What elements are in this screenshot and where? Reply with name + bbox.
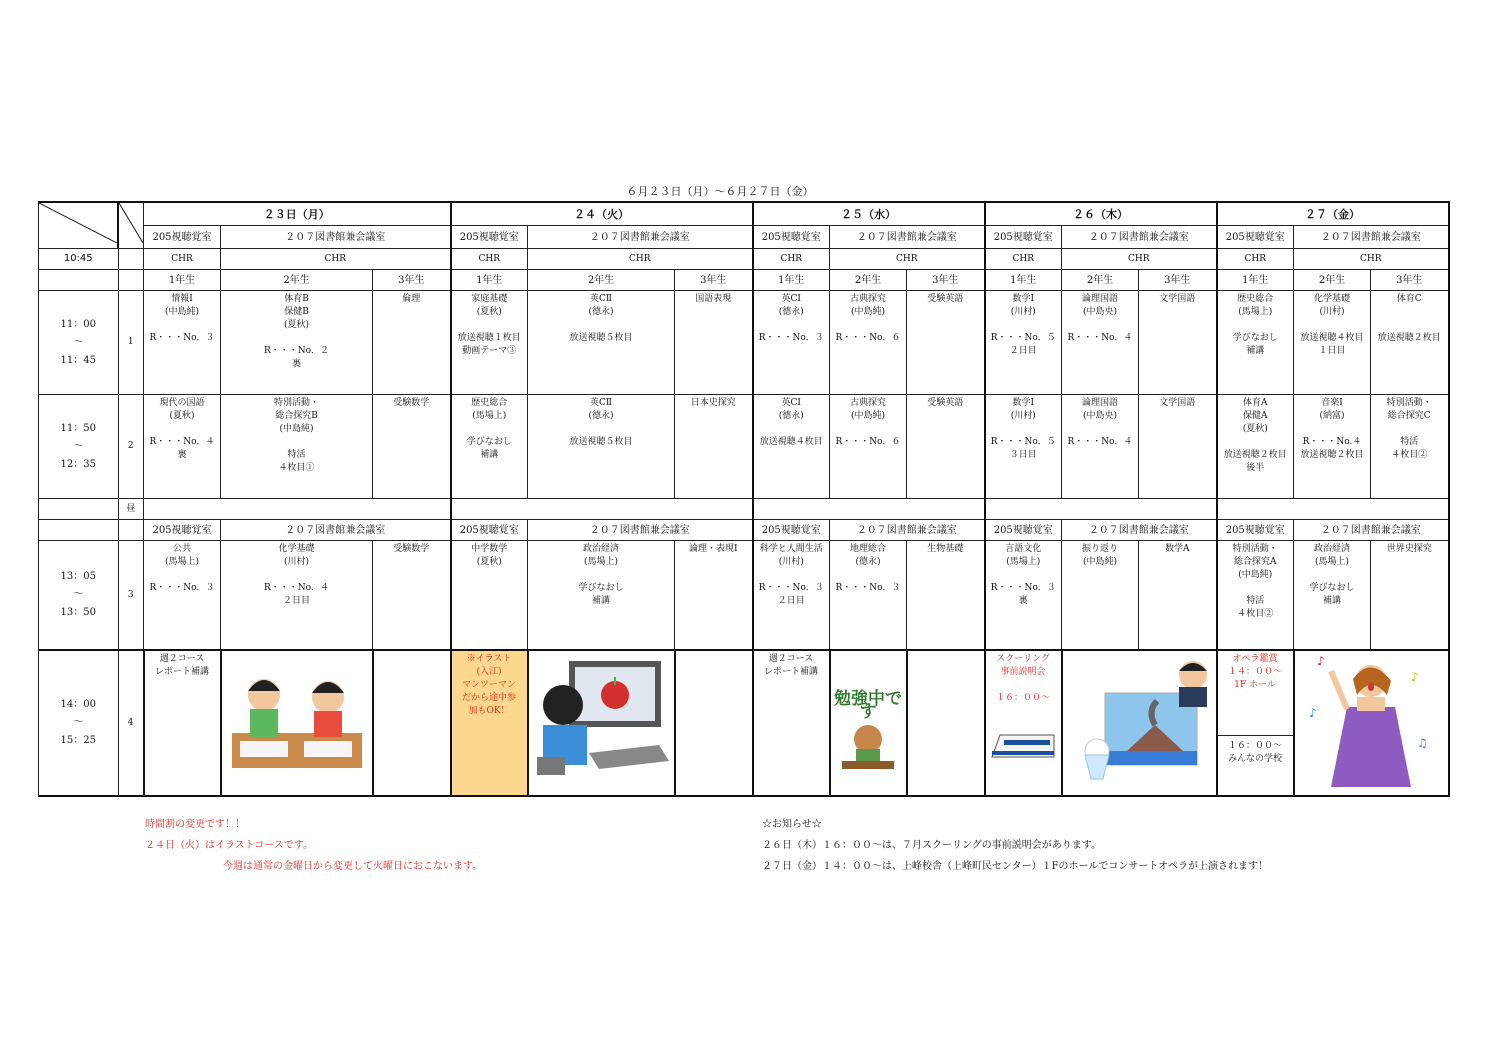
tue-illustration-cell-text: ※イラスト (入江) マンツーマン だから途中参 加もOK！	[461, 654, 516, 716]
bullet-train-icon	[990, 727, 1056, 765]
room-205: 205視聴覚室	[1217, 520, 1294, 541]
room-205: 205視聴覚室	[451, 520, 528, 541]
room-207: ２０７図書館兼会議室	[1294, 520, 1449, 541]
time-text: 11：45	[60, 354, 96, 366]
class-cell	[144, 291, 221, 395]
room-207: ２０７図書館兼会議室	[830, 226, 985, 249]
class-text: 歴史総合 (馬場上) 学びなおし 補講	[1232, 294, 1278, 356]
thu-art-cell	[1062, 650, 1217, 796]
tue-illustration-cell	[451, 650, 528, 796]
studying-dog-icon	[838, 719, 898, 774]
class-cell	[753, 395, 830, 499]
chr-cell: CHR	[1217, 249, 1294, 270]
time-text: 〜	[73, 440, 84, 452]
day-header: ２３日（月）	[144, 202, 451, 226]
class-cell	[1062, 541, 1139, 651]
period-time	[39, 291, 119, 395]
chr-cell: CHR	[753, 249, 830, 270]
class-text: 受験英語	[927, 398, 964, 408]
chr-cell: CHR	[985, 249, 1062, 270]
room-207: ２０７図書館兼会議室	[830, 520, 985, 541]
class-text: 家庭基礎 (夏秋) 放送視聴１枚目 動画テーマ③	[457, 294, 521, 356]
minna-no-gakko-label: １６：００〜 みんなの学校	[1227, 741, 1282, 764]
class-cell	[451, 291, 528, 395]
class-cell	[1371, 395, 1449, 499]
thu-schooling-cell-text: スクーリング 事前説明会 １６：００〜	[995, 654, 1050, 703]
empty-cell	[39, 499, 119, 520]
class-text: 日本史探究	[690, 398, 736, 408]
diagonal-line	[119, 203, 143, 243]
corner-cell	[39, 202, 119, 249]
fri-event-cell	[1217, 650, 1294, 796]
wed-art-cell	[830, 650, 907, 796]
period-time	[39, 650, 119, 796]
room-207: ２０７図書館兼会議室	[528, 520, 753, 541]
class-cell	[830, 541, 907, 651]
lunch-cell	[144, 499, 451, 520]
class-cell	[830, 291, 907, 395]
class-text: 文学国語	[1159, 294, 1196, 304]
class-text: 受験数学	[393, 544, 430, 554]
wed-report-cell-text: 週２コース レポート補講	[763, 654, 818, 677]
class-cell	[144, 395, 221, 499]
class-text: 倫理	[402, 294, 421, 304]
lunch-cell	[1217, 499, 1449, 520]
mon-art-cell	[221, 650, 373, 796]
class-text: 特別活動・ 総合探究C 特活 ４枚目②	[1386, 398, 1432, 460]
room-207: ２０７図書館兼会議室	[1062, 226, 1217, 249]
mon-report-cell	[144, 650, 221, 796]
note-illustration: ２４日（火）はイラストコースです。	[145, 840, 313, 851]
class-text: 歴史総合 (馬場上) 学びなおし 補講	[466, 398, 512, 460]
class-cell	[985, 541, 1062, 651]
class-text: 受験数学	[393, 398, 430, 408]
class-cell	[1062, 395, 1139, 499]
class-cell	[221, 395, 373, 499]
class-text: 英CⅡ (德永) 放送視聴５枚目	[569, 294, 633, 343]
empty-cell	[118, 520, 144, 541]
kagoshima-illustration	[1067, 655, 1217, 795]
class-cell	[1294, 291, 1371, 395]
tue-empty-cell	[675, 650, 753, 796]
grade-label: 2年生	[221, 270, 373, 291]
day-header: ２７（金）	[1217, 202, 1449, 226]
class-cell	[221, 541, 373, 651]
class-text: 数学Ⅰ (川村) R・・・No．５ ２日目	[990, 294, 1056, 356]
chr-time: 10:45	[39, 249, 119, 270]
class-text: 生物基礎	[927, 544, 964, 554]
class-text: 政治経済 (馬場上) 学びなおし 補講	[1309, 544, 1355, 606]
class-cell	[675, 395, 753, 499]
grade-label: 1年生	[753, 270, 830, 291]
class-cell	[373, 291, 451, 395]
grade-label: 1年生	[985, 270, 1062, 291]
room-205: 205視聴覚室	[1217, 226, 1294, 249]
class-cell	[1294, 395, 1371, 499]
studying-students-illustration	[222, 653, 372, 783]
period-number: 2	[118, 395, 144, 499]
class-cell	[451, 541, 528, 651]
svg-text:♪: ♪	[1317, 654, 1325, 668]
lunch-label: 昼	[118, 499, 144, 520]
room-207: ２０７図書館兼会議室	[221, 520, 451, 541]
class-cell	[1217, 291, 1294, 395]
note-change: 時間割の変更です！！	[145, 819, 245, 830]
notes-left	[145, 814, 482, 877]
class-cell	[1371, 291, 1449, 395]
class-text: 政治経済 (馬場上) 学びなおし 補講	[578, 544, 624, 606]
room-205: 205視聴覚室	[985, 520, 1062, 541]
grade-label: 1年生	[144, 270, 221, 291]
svg-text:♫: ♫	[1417, 736, 1428, 750]
class-cell	[528, 395, 675, 499]
class-cell	[528, 291, 675, 395]
class-cell	[1139, 541, 1217, 651]
class-cell	[985, 395, 1062, 499]
class-text: 古典探究 (中島純) R・・・No．６	[835, 294, 901, 343]
fri-art-cell	[1294, 650, 1449, 796]
class-text: 化学基礎 (川村) 放送視聴４枚目 １日目	[1300, 294, 1364, 356]
time-text: 14：00	[60, 699, 96, 710]
empty-cell	[39, 270, 119, 291]
class-text: 文学国語	[1159, 398, 1196, 408]
class-cell	[373, 395, 451, 499]
wed-empty-cell	[907, 650, 985, 796]
time-text: 〜	[73, 336, 84, 348]
room-205: 205視聴覚室	[985, 226, 1062, 249]
chr-cell: CHR	[221, 249, 451, 270]
time-text: 〜	[73, 589, 84, 600]
notes-right	[762, 814, 1268, 877]
chr-cell: CHR	[830, 249, 985, 270]
opera-singer-illustration	[1301, 651, 1441, 791]
class-text: 化学基礎 (川村) R・・・No．４ ２日目	[263, 544, 330, 606]
chr-cell: CHR	[528, 249, 753, 270]
class-text: 言語文化 (馬場上) R・・・No．３ 裏	[990, 544, 1056, 606]
class-cell	[1139, 291, 1217, 395]
class-cell	[1371, 541, 1449, 651]
class-text: 振り返り (中島純)	[1081, 544, 1118, 567]
chr-cell: CHR	[1062, 249, 1217, 270]
room-207: ２０７図書館兼会議室	[1062, 520, 1217, 541]
room-207: ２０７図書館兼会議室	[221, 226, 451, 249]
svg-text:♪: ♪	[1411, 670, 1419, 684]
chr-cell: CHR	[1294, 249, 1449, 270]
class-text: 古典探究 (中島純) R・・・No．６	[835, 398, 901, 447]
notice-heading: ☆お知らせ☆	[762, 819, 822, 830]
class-cell	[1139, 395, 1217, 499]
class-text: 特別活動・ 総合探究B (中島純) 特活 ４枚目①	[273, 398, 319, 473]
class-text: 情報Ⅰ (中島純) R・・・No．３	[149, 294, 215, 343]
class-text: 音楽Ⅰ (納富) R・・・No.４ 放送視聴２枚目	[1300, 398, 1364, 460]
class-text: 体育C 放送視聴２枚目	[1377, 294, 1441, 343]
grade-label: 2年生	[1062, 270, 1139, 291]
room-207: ２０７図書館兼会議室	[528, 226, 753, 249]
room-207: ２０７図書館兼会議室	[1294, 226, 1449, 249]
class-cell	[1062, 291, 1139, 395]
grade-label: 3年生	[907, 270, 985, 291]
empty-cell	[39, 520, 119, 541]
chr-cell: CHR	[451, 249, 528, 270]
time-text: 13：50	[60, 607, 96, 618]
class-cell	[451, 395, 528, 499]
thu-schooling-cell	[985, 650, 1062, 796]
grade-label: 1年生	[1217, 270, 1294, 291]
grade-label: 2年生	[830, 270, 907, 291]
class-text: 体育B 保健B (夏秋) R・・・No．２ 裏	[263, 294, 330, 369]
period-number: 4	[118, 650, 144, 796]
empty-cell	[118, 270, 144, 291]
class-text: 世界史探究	[1386, 544, 1432, 554]
class-text: 科学と人間生活 (川村) R・・・No．３ ２日目	[758, 544, 824, 606]
class-cell	[907, 291, 985, 395]
class-text: 論理国語 (中島央) R・・・No．４	[1067, 294, 1133, 343]
class-cell	[675, 291, 753, 395]
mon-empty-cell	[373, 650, 451, 796]
class-cell	[907, 541, 985, 651]
class-text: 数学A	[1165, 544, 1190, 554]
class-cell	[1294, 541, 1371, 651]
class-cell	[144, 541, 221, 651]
day-header: ２６（木）	[985, 202, 1217, 226]
class-cell	[753, 541, 830, 651]
class-cell	[373, 541, 451, 651]
class-cell	[1217, 395, 1294, 499]
room-205: 205視聴覚室	[753, 520, 830, 541]
class-text: 国語表現	[695, 294, 732, 304]
grade-label: 3年生	[675, 270, 753, 291]
class-text: 特別活動・ 総合探究A (中島純) 特活 ４枚目②	[1232, 544, 1278, 619]
time-text: 〜	[73, 717, 84, 728]
grade-label: 2年生	[528, 270, 675, 291]
room-205: 205視聴覚室	[753, 226, 830, 249]
period-number: 3	[118, 541, 144, 651]
class-text: 受験英語	[927, 294, 964, 304]
wed-report-cell	[753, 650, 830, 796]
grade-label: 3年生	[373, 270, 451, 291]
notice-schooling: ２６日（木）１６：００〜は、７月スクーリングの事前説明会があります。	[762, 840, 1101, 851]
class-text: 論理・表現Ⅰ	[688, 544, 738, 554]
grade-label: 2年生	[1294, 270, 1371, 291]
class-cell	[675, 541, 753, 651]
class-cell	[907, 395, 985, 499]
time-text: 11：00	[60, 318, 96, 330]
class-cell	[830, 395, 907, 499]
class-cell	[1217, 541, 1294, 651]
class-text: 英CⅠ (德永) R・・・No．３	[758, 294, 824, 343]
class-text: 現代の国語 (夏秋) R・・・No．４ 裏	[149, 398, 215, 460]
period-time	[39, 395, 119, 499]
class-cell	[528, 541, 675, 651]
grade-label: 1年生	[451, 270, 528, 291]
day-header: ２５（水）	[753, 202, 985, 226]
note-schedule: 今週は通常の金曜日から変更して火曜日におこないます。	[223, 861, 483, 872]
notice-opera: ２７日（金）１４：００〜は、上峰校舎（上峰町民センター）１Fのホールでコンサートオペラが上演されます！	[762, 861, 1269, 872]
day-header: ２４（火）	[451, 202, 753, 226]
digital-art-illustration	[529, 653, 674, 778]
class-text: 数学Ⅰ (川村) R・・・No．５ ３日目	[990, 398, 1056, 460]
grade-label: 3年生	[1371, 270, 1449, 291]
page-title: ６月２３日（月）〜６月２７日（金）	[626, 185, 814, 198]
tue-art-cell	[528, 650, 675, 796]
class-text: 地理総合 (德永) R・・・No．３	[835, 544, 901, 593]
svg-text:♪: ♪	[1309, 706, 1317, 720]
class-text: 公共 (馬場上) R・・・No．３	[149, 544, 215, 593]
period-time	[39, 541, 119, 651]
room-205: 205視聴覚室	[144, 520, 221, 541]
timetable	[38, 201, 1450, 797]
class-text: 英CⅠ (德永) 放送視聴４枚目	[759, 398, 823, 447]
time-text: 13：05	[60, 571, 96, 582]
time-text: 11：50	[60, 422, 96, 434]
diagonal-line	[39, 203, 117, 243]
mon-report-cell-text: 週２コース レポート補講	[154, 654, 209, 677]
class-text: 論理国語 (中島央) R・・・No．４	[1067, 398, 1133, 447]
lunch-cell	[753, 499, 985, 520]
room-205: 205視聴覚室	[144, 226, 221, 249]
class-cell	[753, 291, 830, 395]
class-cell	[221, 291, 373, 395]
class-text: 中学数学 (夏秋)	[471, 544, 508, 567]
class-text: 英CⅡ (德永) 放送視聴５枚目	[569, 398, 633, 447]
studying-label: 勉強中です	[834, 689, 902, 722]
empty-cell	[118, 249, 144, 270]
lunch-cell	[451, 499, 753, 520]
room-205: 205視聴覚室	[451, 226, 528, 249]
time-text: 12：35	[60, 458, 96, 470]
grade-label: 3年生	[1139, 270, 1217, 291]
chr-cell: CHR	[144, 249, 221, 270]
time-text: 15：25	[60, 735, 96, 746]
class-text: 体育A 保健A (夏秋) 放送視聴２枚目 後半	[1223, 398, 1287, 473]
class-cell	[985, 291, 1062, 395]
corner-cell-2	[118, 202, 144, 249]
lunch-cell	[985, 499, 1217, 520]
opera-label: オペラ鑑賞 １４：００〜 1F ホール	[1218, 651, 1293, 736]
period-number: 1	[118, 291, 144, 395]
